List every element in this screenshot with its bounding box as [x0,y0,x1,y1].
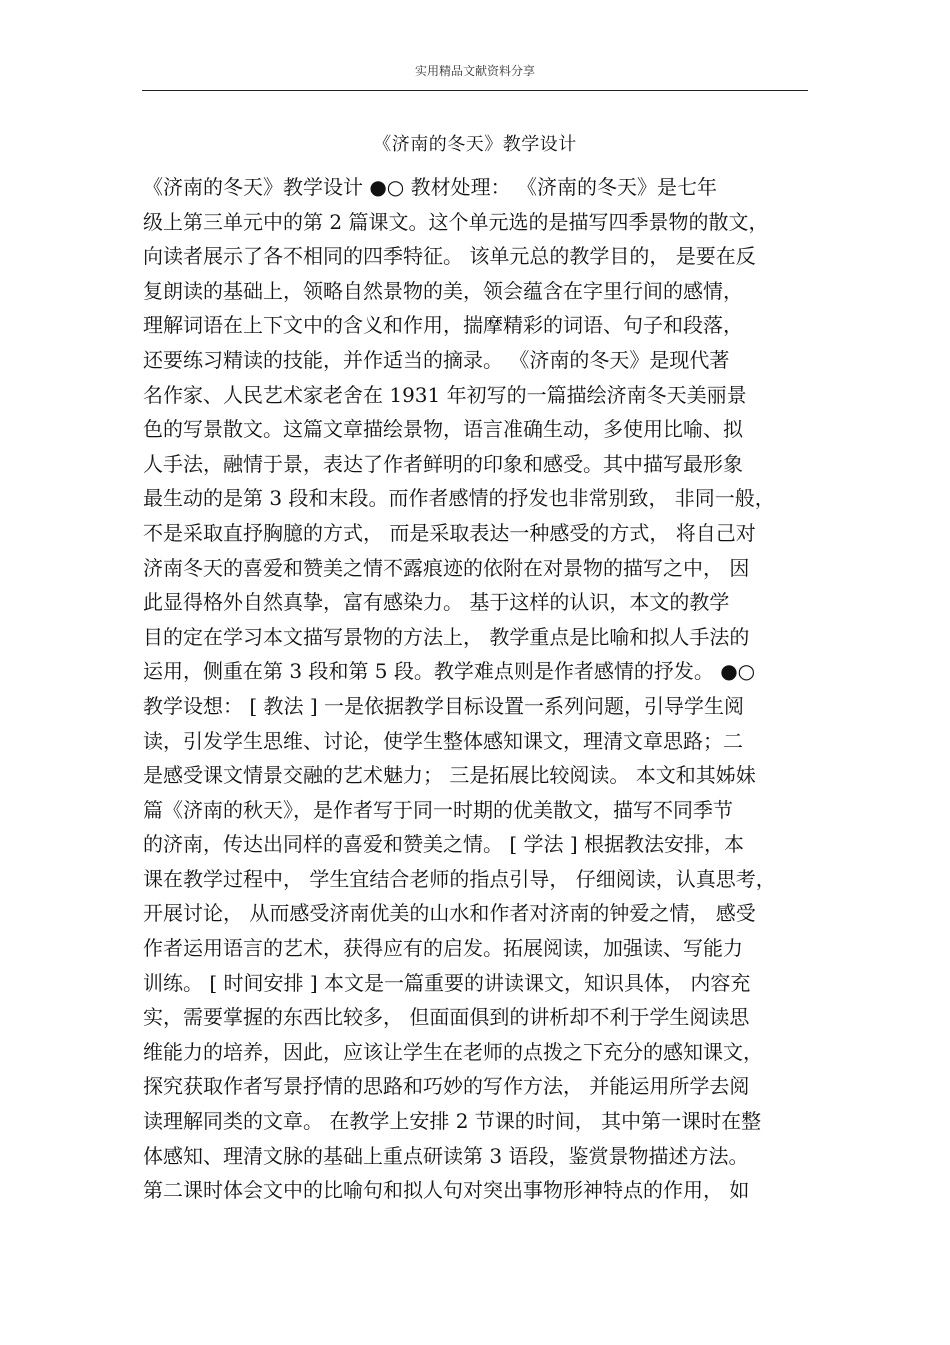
body-line: 复朗读的基础上，领略自然景物的美，领会蕴含在字里行间的感情， [143,278,743,303]
header-divider [142,90,808,91]
page-header: 实用精品文献资料分享 [414,64,535,78]
body-line: 探究获取作者写景抒情的思路和巧妙的写作方法， 并能运用所学去阅 [143,1074,750,1099]
body-line: 体感知、理清文脉的基础上重点研读第 3 语段，鉴赏景物描述方法。 [143,1143,749,1168]
body-line: 篇《济南的秋天》，是作者写于同一时期的优美散文，描写不同季节 [143,797,733,822]
body-line: 级上第三单元中的第 2 篇课文。这个单元选的是描写四季景物的散文， [143,209,769,234]
body-line: 名作家、人民艺术家老舍在 1931 年初写的一篇描绘济南冬天美丽景 [143,382,747,407]
body-line: 运用，侧重在第 3 段和第 5 段。教学难点则是作者感情的抒发。 ●○ [143,659,756,684]
body-line: 教学设想： [ 教法 ] 一是依据教学目标设置一系列问题，引导学生阅 [143,693,745,718]
body-line: 《济南的冬天》教学设计 ●○ 教材处理： 《济南的冬天》是七年 [143,175,717,199]
body-line: 开展讨论， 从而感受济南优美的山水和作者对济南的钟爱之情， 感受 [143,901,756,926]
body-line: 维能力的培养，因此，应该让学生在老师的点拨之下充分的感知课文， [143,1039,763,1064]
body-line: 第二课时体会文中的比喻句和拟人句对突出事物形神特点的作用， 如 [143,1178,750,1203]
body-line: 读理解同类的文章。 在教学上安排 2 节课的时间， 其中第一课时在整 [143,1109,762,1134]
body-line: 此显得格外自然真挚，富有感染力。 基于这样的认识，本文的教学 [143,590,730,615]
body-line: 实，需要掌握的东西比较多， 但面面俱到的讲析却不利于学生阅读思 [143,1005,750,1030]
body-line: 是感受课文情景交融的艺术魅力； 三是拓展比较阅读。 本文和其姊妹 [143,763,756,788]
body-line: 读，引发学生思维、讨论，使学生整体感知课文，理清文章思路；二 [143,728,743,753]
body-line: 济南冬天的喜爱和赞美之情不露痕迹的依附在对景物的描写之中， 因 [143,555,750,580]
body-line: 不是采取直抒胸臆的方式， 而是采取表达一种感受的方式， 将自己对 [143,520,756,545]
document-title: 《济南的冬天》教学设计 [373,134,577,155]
body-line: 最生动的是第 3 段和末段。而作者感情的抒发也非常别致， 非同一般， [143,486,775,511]
body-line: 人手法，融情于景，表达了作者鲜明的印象和感受。其中描写最形象 [143,451,743,476]
body-line: 向读者展示了各不相同的四季特征。 该单元总的教学目的， 是要在反 [143,244,756,269]
body-text [143,170,813,1208]
body-line: 目的定在学习本文描写景物的方法上， 教学重点是比喻和拟人手法的 [143,624,750,649]
body-line: 理解词语在上下文中的含义和作用，揣摩精彩的词语、句子和段落， [143,313,743,338]
body-line: 训练。 [ 时间安排 ] 本文是一篇重要的讲读课文，知识具体， 内容充 [143,970,751,995]
body-line: 课在教学过程中， 学生宜结合老师的指点引导， 仔细阅读，认真思考， [143,866,776,891]
body-line: 作者运用语言的艺术，获得应有的启发。拓展阅读，加强读、写能力 [143,936,743,961]
body-line: 还要练习精读的技能，并作适当的摘录。 《济南的冬天》是现代著 [143,347,730,372]
body-line: 的济南，传达出同样的喜爱和赞美之情。 [ 学法 ] 根据教法安排，本 [143,832,745,857]
body-line: 色的写景散文。这篇文章描绘景物，语言准确生动，多使用比喻、拟 [143,417,743,442]
